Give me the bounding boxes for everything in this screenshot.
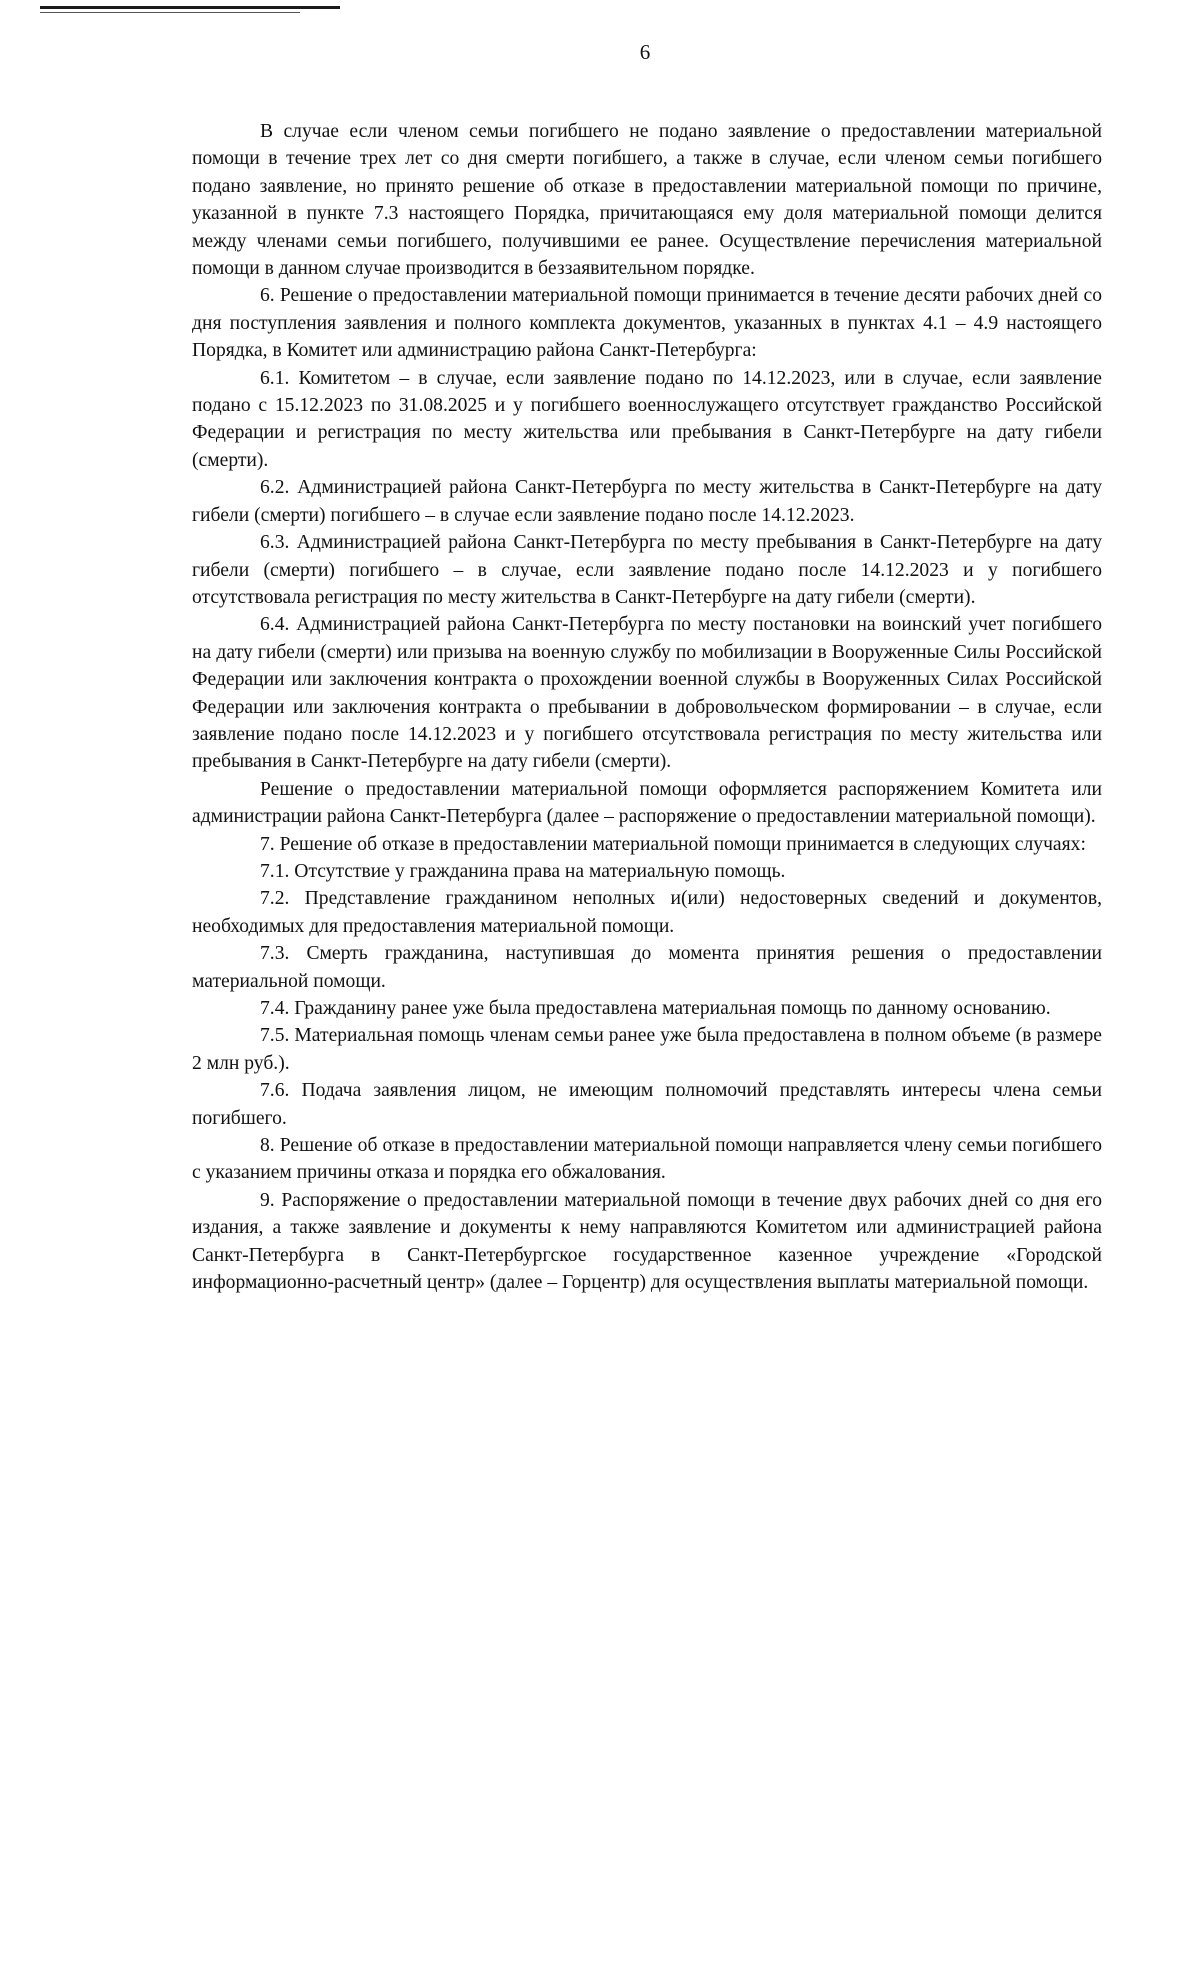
- paragraph-7-6: 7.6. Подача заявления лицом, не имеющим полномочий представлять интересы члена семьи погибшего.: [192, 1080, 1102, 1129]
- top-rule-line: [40, 6, 340, 9]
- paragraph-6-3-district-stay: 6.3. Администрацией района Санкт-Петербурга по месту пребывания в Санкт-Петербурге на дату гибели (смерти) погибшего – в случае, если заявление подано после 14.12.2023 и у погибшего отсутствовала регистрация по месту жительства в Санкт-Петербурге на дату гибели (смерти).: [192, 532, 1102, 608]
- paragraph-9-order-transfer: 9. Распоряжение о предоставлении материальной помощи в течение двух рабочих дней со дня его издания, а также заявление и документы к нему направляются Комитетом или администрацией района Санкт-Петербурга в Санкт-Петербургское государственное казенное учреждение «Городской информационно-расчетный центр» (далее – Горцентр) для осуществления выплаты материальной помощи.: [192, 1189, 1102, 1294]
- paragraph-7-3: 7.3. Смерть гражданина, наступившая до момента принятия решения о предоставлении материальной помощи.: [192, 943, 1102, 992]
- paragraph-transfer-of-share: В случае если членом семьи погибшего не подано заявление о предоставлении материальной помощи в течение трех лет со дня смерти погибшего, а также в случае, если членом семьи погибшего подано заявление, но принято решение об отказе в предоставлении материальной помощи по причине, указанной в пункте 7.3 настоящего Порядка, причитающаяся ему доля материальной помощи делится между членами семьи погибшего, получившими ее ранее. Осуществление перечисления материальной помощи в данном случае производится в беззаявительном порядке.: [192, 121, 1102, 280]
- paragraph-7-5: 7.5. Материальная помощь членам семьи ранее уже была предоставлена в полном объеме (в размере 2 млн руб.).: [192, 1025, 1102, 1074]
- paragraph-7-refusal-cases: 7. Решение об отказе в предоставлении материальной помощи принимается в следующих случаях:: [260, 833, 1086, 855]
- paragraph-6-decision-term: 6. Решение о предоставлении материальной помощи принимается в течение десяти рабочих дней со дня поступления заявления и полного комплекта документов, указанных в пунктах 4.1 – 4.9 настоящего Порядка, в Комитет или администрацию района Санкт-Петербурга:: [192, 285, 1102, 362]
- paragraph-decision-order: Решение о предоставлении материальной помощи оформляется распоряжением Комитета или администрации района Санкт-Петербурга (далее – распоряжение о предоставлении материальной помощи).: [192, 778, 1102, 828]
- paragraph-7-4: 7.4. Гражданину ранее уже была предоставлена материальная помощь по данному основанию.: [260, 998, 1051, 1019]
- paragraph-7-1: 7.1. Отсутствие у гражданина права на материальную помощь.: [260, 860, 786, 882]
- top-rule-thin-line: [40, 12, 300, 13]
- paragraph-8-refusal-notice: 8. Решение об отказе в предоставлении материальной помощи направляется члену семьи погибшего с указанием причины отказа и порядка его обжалования.: [192, 1135, 1102, 1184]
- paragraph-6-2-district-residence: 6.2. Администрацией района Санкт-Петербурга по месту жительства в Санкт-Петербурге на дату гибели (смерти) погибшего – в случае если заявление подано после 14.12.2023.: [192, 477, 1102, 526]
- document-body: [192, 118, 1102, 1296]
- paragraph-6-1-committee: 6.1. Комитетом – в случае, если заявление подано по 14.12.2023, или в случае, если заявление подано с 15.12.2023 по 31.08.2025 и у погибшего военнослужащего отсутствует гражданство Российской Федерации и регистрация по месту жительства или пребывания в Санкт-Петербурге на дату гибели (смерти).: [192, 367, 1102, 471]
- paragraph-6-4-district-military-registration: 6.4. Администрацией района Санкт-Петербурга по месту постановки на воинский учет погибшего на дату гибели (смерти) или призыва на военную службу по мобилизации в Вооруженные Силы Российской Федерации или заключения контракта о прохождении военной службы в Вооруженных Силах Российской Федерации или заключения контракта о пребывании в добровольческом формировании – в случае, если заявление подано после 14.12.2023 и у погибшего отсутствовала регистрация по месту жительства или пребывания в Санкт-Петербурге на дату гибели (смерти).: [192, 614, 1102, 773]
- paragraph-7-2: 7.2. Представление гражданином неполных и(или) недостоверных сведений и документов, необходимых для предоставления материальной помощи.: [192, 888, 1102, 937]
- page-number: 6: [639, 40, 651, 64]
